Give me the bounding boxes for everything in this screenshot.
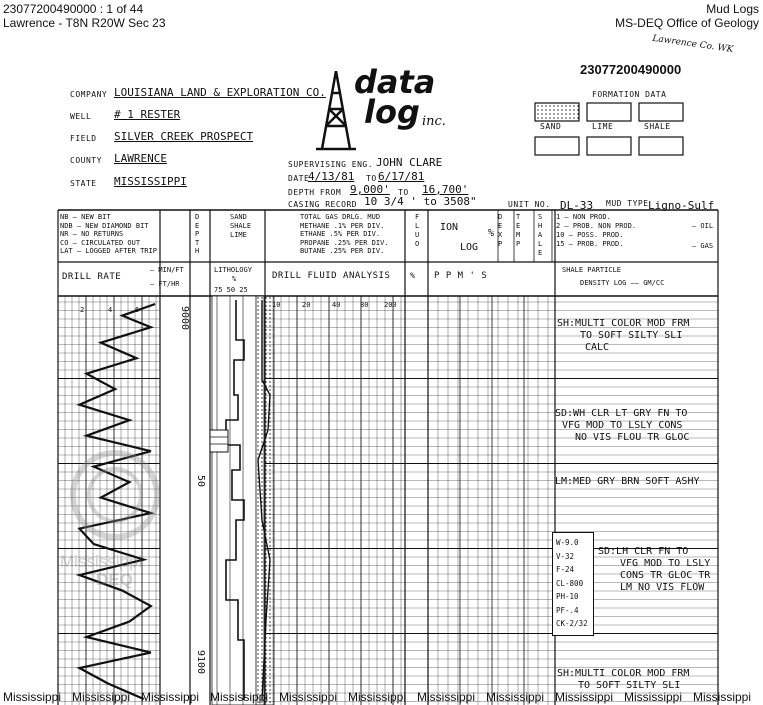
depth-to: 16,700' (422, 183, 469, 196)
mud-filtrate: F-24 (556, 565, 575, 574)
api-number: 23077200490000 (580, 62, 682, 77)
desc-sand-1: SD:WH CLR LT GRY FN TO (555, 408, 688, 419)
formation-shale-label: SHALE (644, 122, 671, 131)
legend-prob-prod: 15 — PROB. PROD. (556, 240, 624, 248)
legend-t: T (195, 238, 200, 247)
footer-text: Mississippi (417, 690, 476, 704)
legend-show-h: H (538, 222, 543, 230)
county-label: COUNTY (70, 156, 102, 165)
legend-h: H (195, 247, 200, 255)
depth-label-9100: 9100 (195, 650, 206, 675)
legend-show-a: A (538, 231, 543, 239)
header-file-info: 23077200490000 : 1 of 44 (3, 2, 144, 16)
legend-temp-t: T (516, 213, 521, 221)
footer-text: Mississippi (210, 690, 269, 704)
gas-legend (300, 213, 389, 256)
depth-label-9000: 9000 (179, 306, 190, 331)
show-col (538, 213, 542, 258)
formation-empty-box (535, 137, 579, 155)
legend-prob-non-prod: 2 — PROB. NON PROD. (556, 222, 637, 230)
oil-legend: — OIL (692, 222, 714, 230)
lithology-pct: % (232, 275, 237, 283)
drill-rate-header: DRILL RATE (62, 272, 122, 282)
date-to-label: TO (366, 174, 377, 183)
desc-lime-1: LM:MED GRY BRN SOFT ASHY (555, 476, 700, 487)
formation-data-title: FORMATION DATA (592, 90, 667, 99)
desc-sand-1c: NO VIS FLOU TR GLOC (575, 432, 690, 443)
footer-text: Mississippi (279, 690, 338, 704)
mud-type-label: MUD TYPE (606, 199, 649, 208)
legend-new-diamond-bit: NDB — NEW DIAMOND BIT (60, 221, 149, 230)
desc-sand-2b: VFG MOD TO LSLY (620, 558, 711, 569)
density-header: DENSITY LOG —— GM/CC (580, 279, 665, 287)
rate-tick-6: 6 (135, 306, 140, 314)
legend-no-returns: NR — NO RETURNS (60, 230, 124, 238)
mud-pf: PF-.4 (556, 605, 579, 615)
footer-text: Mississippi (141, 690, 200, 704)
mud-chlorides: CL-800 (556, 578, 584, 588)
legend-total-gas: TOTAL GAS DRLG. MUD (300, 213, 381, 221)
lithology-header: LITHOLOGY (214, 266, 252, 274)
company-label: COMPANY (70, 90, 108, 99)
legend-non-prod: 1 — NON PROD. (556, 213, 611, 221)
legend-d: D (195, 213, 200, 221)
date-from: 4/13/81 (308, 170, 355, 183)
watermark-mississippi: Mississippi (60, 552, 143, 571)
legend-butane: BUTANE .25% PER DIV. (300, 247, 385, 255)
depth-label: DEPTH FROM (288, 188, 342, 197)
state-label: STATE (70, 179, 97, 188)
gas-tick-20: 20 (302, 301, 311, 309)
well-label: WELL (70, 112, 92, 121)
company-value: LOUISIANA LAND & EXPLORATION CO. (114, 86, 326, 99)
derrick-icon (316, 71, 356, 151)
unit-label: UNIT NO. (508, 200, 551, 209)
log-label: LOG (460, 242, 479, 253)
desc-shale-1: SH:MULTI COLOR MOD FRM (557, 318, 690, 329)
formation-lime-label: LIME (592, 122, 614, 131)
rate-tick-2: 2 (80, 306, 85, 314)
handwritten-note: Lawrence Co. WK (651, 33, 734, 56)
lithology-scale: 75 50 25 (214, 286, 248, 294)
gas-tick-10: 10 (272, 301, 281, 309)
legend-ethane: ETHANE .5% PER DIV. (300, 230, 381, 238)
mud-ph: PH-10 (556, 592, 579, 601)
desc-sand-2c: CONS TR GLOC TR (620, 570, 711, 581)
mud-properties-box (552, 532, 594, 636)
logo-data: data (354, 63, 436, 101)
depth-col-legend (195, 213, 199, 256)
temp-col (516, 213, 520, 249)
legend-dexp-x: X (498, 231, 503, 239)
legend-show-l: L (538, 240, 543, 248)
formation-empty-box (587, 137, 631, 155)
mud-viscosity: V-32 (556, 551, 575, 561)
rate-tick-4: 4 (108, 306, 113, 314)
fluid-col-legend (415, 213, 419, 249)
legend-lime: LIME (230, 231, 247, 239)
fluid-pct-header: % (410, 271, 416, 280)
supervising-value: JOHN CLARE (376, 156, 443, 169)
footer-text: Mississippi (3, 690, 62, 704)
unit-value: DL-33 (560, 199, 594, 212)
desc-shale-2: SH:MULTI COLOR MOD FRM (557, 668, 690, 679)
min-ft-label: — MIN/FT (150, 266, 184, 274)
ppms-header: P P M ' S (434, 271, 488, 281)
formation-empty-box (639, 137, 683, 155)
legend-p: P (195, 230, 200, 238)
header-office: MS-DEQ Office of Geology (615, 16, 759, 30)
logo-inc: inc. (422, 114, 446, 129)
date-label: DATE (288, 174, 310, 183)
ft-hr-label: — FT/HR (150, 280, 180, 288)
well-value: # 1 RESTER (114, 108, 181, 121)
desc-sand-1b: VFG MOD TO LSLY CONS (562, 420, 683, 431)
supervising-label: SUPERVISING ENG. (288, 160, 374, 169)
footer-text: Mississippi (72, 690, 131, 704)
legend-temp-m: M (516, 231, 521, 239)
desc-sand-2d: LM NO VIS FLOW (620, 582, 705, 593)
desc-shale-1b: TO SOFT SILTY SLI (580, 330, 683, 341)
limestone-block (210, 430, 228, 452)
legend-show-s: S (538, 213, 543, 221)
field-value: SILVER CREEK PROSPECT (114, 130, 254, 143)
legend-dexp-e: E (498, 222, 503, 230)
watermark-deq: DEQ (96, 570, 133, 589)
field-label: FIELD (70, 134, 97, 143)
fluid-analysis-header: DRILL FLUID ANALYSIS (272, 271, 391, 281)
gas-tick-200: 200 (384, 301, 397, 309)
footer-text: Mississippi (555, 690, 614, 704)
legend-show-e: E (538, 249, 543, 257)
footer-text: Mississippi (348, 690, 407, 704)
formation-swatch (639, 103, 683, 121)
legend-shale: SHALE (230, 222, 252, 230)
legend-temp-e: E (516, 222, 521, 230)
legend-o: O (415, 240, 420, 248)
county-value: LAWRENCE (114, 152, 167, 165)
legend-dexp-p: P (498, 240, 503, 248)
formation-swatch (535, 103, 579, 121)
header-doc-type: Mud Logs (706, 2, 759, 16)
logo-log: log (364, 93, 420, 131)
mud-weight: W-9.0 (556, 538, 579, 547)
desc-shale-2b: TO SOFT SILTY SLI (578, 680, 681, 691)
legend-propane: PROPANE .25% PER DIV. (300, 238, 389, 247)
gas-tick-40: 40 (332, 301, 341, 309)
legend-dexp-d: D (498, 213, 503, 221)
desc-shale-1c: CALC (585, 342, 610, 353)
ion-label: ION (440, 222, 459, 233)
footer-text: Mississippi (486, 690, 545, 704)
depth-from: 9,000' (350, 183, 390, 196)
legend-circulated-out: CO — CIRCULATED OUT (60, 238, 141, 247)
data-log-logo (316, 63, 446, 156)
mud-type-value: Ligno-Sulf (648, 199, 715, 212)
gas-tick-80: 80 (360, 301, 369, 309)
mud-cake: CK-2/32 (556, 619, 588, 628)
bit-legend (60, 213, 157, 256)
depth-to-label: TO (398, 188, 409, 197)
legend-u: U (415, 231, 420, 239)
legend-e: E (195, 221, 200, 230)
legend-logged-after-trip: LAT — LOGGED AFTER TRIP (60, 247, 157, 255)
casing-label: CASING RECORD (288, 200, 358, 209)
casing-value: 10 3/4 ' to 3508" (364, 195, 477, 208)
legend-poss-prod: 10 — POSS. PROD. (556, 231, 624, 239)
production-legend (556, 213, 636, 249)
legend-new-bit: NB — NEW BIT (60, 213, 111, 221)
dexp-col (498, 213, 502, 249)
formation-swatch (587, 103, 631, 121)
gas-sym-legend: — GAS (692, 242, 714, 250)
footer-text: Mississippi (693, 690, 752, 704)
header-location: Lawrence - T8N R20W Sec 23 (3, 16, 166, 30)
formation-sand-label: SAND (540, 122, 562, 131)
footer-text: Mississippi (624, 690, 683, 704)
depth-label-50: 50 (195, 475, 206, 488)
legend-l: L (415, 222, 420, 230)
legend-methane: METHANE .1% PER DIV. (300, 221, 385, 230)
lith-legend (230, 213, 251, 240)
legend-f: F (415, 213, 420, 221)
desc-sand-2: SD:LH CLR FN TO (598, 546, 689, 557)
state-value: MISSISSIPPI (114, 175, 187, 188)
legend-temp-p: P (516, 240, 521, 248)
pct-label: % (488, 228, 495, 239)
shale-particle-header: SHALE PARTICLE (562, 266, 622, 274)
date-to: 6/17/81 (378, 170, 425, 183)
mississippi-deq-watermark (60, 450, 170, 590)
deq-seal-icon (60, 450, 170, 540)
legend-sand: SAND (230, 213, 247, 221)
